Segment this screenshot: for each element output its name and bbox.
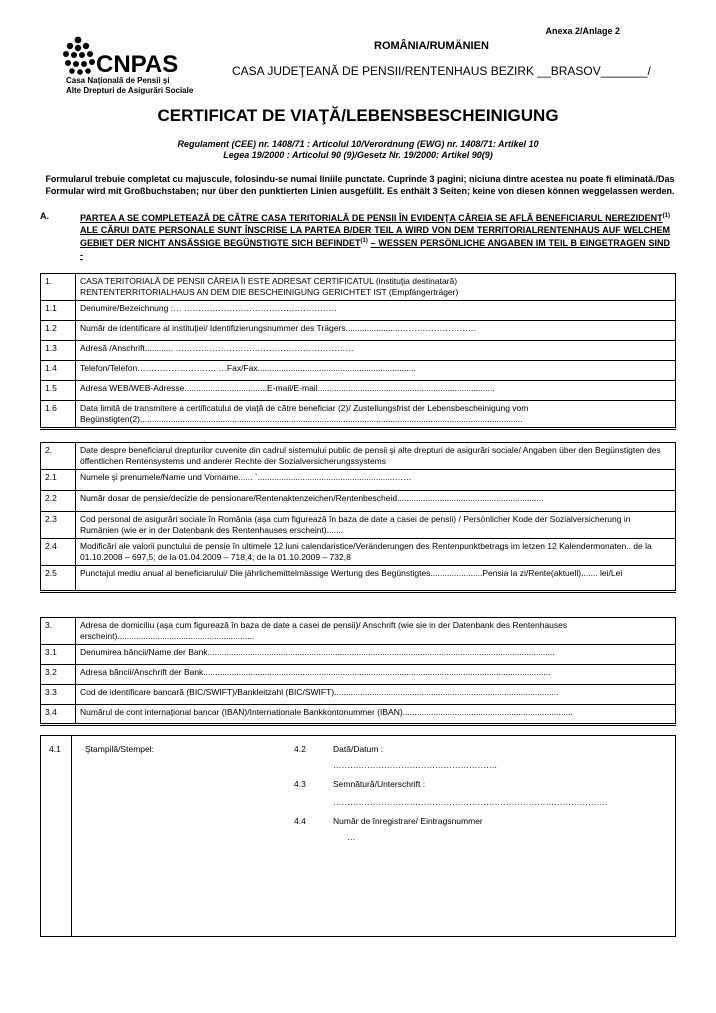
row-num: 3.3	[41, 685, 76, 705]
regulation-line1: Regulament (CEE) nr. 1408/71 : Articolul 10/Verordnung (EWG) nr. 1408/71: Artikel 10	[177, 139, 539, 149]
row-num: 1.1	[41, 301, 76, 321]
field-telefon[interactable]: Telefon/Telefon………………………. …Fax/Fax...................................................................	[76, 361, 676, 381]
divider	[71, 736, 72, 936]
page-title: CERTIFICAT DE VIAŢĂ/LEBENSBESCHEINIGUNG	[157, 106, 559, 125]
num-4-3: 4.3	[294, 779, 306, 789]
reg-label: Număr de înregistrare/ Eintragsnummer	[333, 816, 483, 826]
section-a-heading	[80, 211, 670, 261]
field-denumire[interactable]: Denumire/Bezeichnung :… ………………………………………………	[76, 301, 676, 321]
row-num: 1.5	[41, 381, 76, 401]
row-num: 3.4	[41, 705, 76, 725]
date-label: Dată/Datum :	[333, 744, 384, 754]
box-1	[40, 273, 676, 430]
regulation-line2: Legea 19/2000 : Articolul 90 (9)/Gesetz Nr. 19/2000: Artikel 90(9)	[223, 150, 493, 160]
row-num: 2.2	[41, 491, 76, 512]
row-num: 2.3	[41, 512, 76, 539]
field-data-limita[interactable]: Data limită de transmitere a certificatului de viaţă de către beneficiar (2)/ Zustellungsfrist der Lebensbescheinigung vom Begünstigten(2)..................................................................................................................................................................	[76, 401, 676, 429]
field-nr-identificare[interactable]: Număr de identificare al instituţiei/ Identifizierungsnummer des Trägers.......................………………………	[76, 321, 676, 341]
box-3	[40, 617, 676, 726]
field-adresa-banca[interactable]: Adresa băncii/Anschrift der Bank...................................................................................................................................................	[76, 665, 676, 685]
num-4-1: 4.1	[49, 744, 61, 754]
row-num: 3.2	[41, 665, 76, 685]
box2-num: 2.	[41, 443, 76, 470]
logo-line2: Alte Drepturi de Asigurări Sociale	[66, 86, 194, 95]
field-dosar[interactable]: Număr dosar de pensie/decizie de pensionare/Rentenaktenzeichen/Rentenbescheid..............................................................	[76, 491, 676, 512]
field-banca[interactable]: Denumirea băncii/Name der Bank...................................................................................................................................................	[76, 645, 676, 665]
row-num: 1.4	[41, 361, 76, 381]
row-num: 2.4	[41, 539, 76, 566]
row-num: 1.3	[41, 341, 76, 361]
field-adresa[interactable]: Adresă /Anschrift............ ………………………………………………………	[76, 341, 676, 361]
reg-input[interactable]: …	[347, 832, 356, 842]
row-num: 1.6	[41, 401, 76, 429]
field-nume[interactable]: Numele şi prenumele/Name und Vorname...... `..........................................................……	[76, 470, 676, 491]
logo-caption	[66, 76, 193, 96]
cnpas-logo	[62, 34, 192, 76]
stamp-label: Ştampilă/Stempel:	[85, 744, 154, 754]
section-a-letter: A.	[40, 211, 49, 221]
box-4	[40, 735, 676, 937]
box3-num: 3.	[41, 618, 76, 645]
section-a-part2: ALE CĂRUI DATE PERSONALE SUNT ÎNSCRISE LA PARTEA B/DER TEIL A WIRD VON DEM TERRITORIALRENTENHAUS AUF WELCHEM GEBIET DER NICHT ANSÄSSIGE BEGÜNSTIGTE SICH BEFINDET	[80, 224, 670, 248]
box1-num: 1.	[41, 274, 76, 301]
row-num: 3.1	[41, 645, 76, 665]
field-web[interactable]: Adresa WEB/WEB-Adresse...................................E-mail/E-mail...........................................................................	[76, 381, 676, 401]
box1-head: CASA TERITORIALĂ DE PENSII CĂREIA ÎI ESTE ADRESAT CERTIFICATUL (instituţia destinatară) RENTENTERRITORIALHAUS AN DEM DIE BESCHEINIGUNG GERICHTET IST (Empfängerträger)	[76, 274, 676, 301]
box2-head: Date despre beneficiarul drepturilor cuvenite din cadrul sistemului public de pensii şi alte drepturi de asigurări sociale/ Angaben über den Begünstigten des öffentlichen Rentensystems und anderer Rechte der Sozialversicherungssystems	[76, 443, 676, 470]
logo-line1: Casa Naţională de Pensii şi	[66, 76, 170, 85]
section-a-part3: – WESSEN PERSÖNLICHE ANGABEN IM TEIL B EINGETRAGEN SIND -	[80, 238, 670, 260]
num-4-4: 4.4	[294, 816, 306, 826]
field-iban[interactable]: Numărul de cont internaţional bancar (IBAN)/Internationale Bankkontonummer (IBAN)........................................................................	[76, 705, 676, 725]
field-modificari[interactable]: Modificări ale valorii punctului de pensie în ultimele 12 luni calendaristice/Veränderungen des Rentenpunktbetrags im letzen 12 Kalendermonaten.. de la 01.10.2008 – 697,5; de la 01.04.2009 – 718,4; de la 01.10.2009 – 732,8	[76, 539, 676, 566]
date-input[interactable]: ………………………………………………….	[333, 760, 497, 770]
field-cod-personal[interactable]: Cod personal de asigurări sociale în România (aşa cum figurează în baza de date a casei de pensii) / Persönlicher Kode der Sozialversicherung in Rumänien (wie er in der Datenbank des Rentenhauses erscheint).......	[76, 512, 676, 539]
section-a-part1: PARTEA A SE COMPLETEAZĂ DE CĂTRE CASA TERITORIALĂ DE PENSII ÎN EVIDENŢA CĂREIA SE AFLĂ BENEFICIARUL NEREZIDENT	[80, 213, 663, 223]
intro-text: Formularul trebuie completat cu majuscule, folosindu-se numai liniile punctate. Cuprinde 3 pagini; niciuna dintre acestea nu poate fi eliminată./Das Formular wird mit Großbuchstaben; nur über den punktierten Linien ausgefüllt. Es enthält 3 Seiten; keine von diesen können weggelassen werden.	[45, 174, 675, 196]
box-2	[40, 442, 676, 593]
field-bic[interactable]: Cod de identificare bancară (BIC/SWIFT)/Bankleitzahl (BIC/SWIFT)...............................................................................................	[76, 685, 676, 705]
signature-input[interactable]: …………………………………………………………………………………….	[333, 797, 608, 807]
regulation	[0, 139, 716, 161]
country-label: ROMÂNIA/RUMÄNIEN	[374, 40, 489, 52]
box3-head[interactable]: Adresa de domiciliu (aşa cum figurează în baza de date a casei de pensii)/ Anschrift (wie sie in der Datenbank des Rentenhauses erscheint)..........................................................	[76, 618, 676, 645]
sup1: (1)	[662, 213, 670, 219]
field-punctaj[interactable]: Punctajul mediu anual al beneficiarului/ Die jährlichemittelmässige Wertung des Begünstigtes......................Pensia la zi/Rente(aktuell)....... lei/Lei	[76, 566, 676, 592]
row-num: 2.5	[41, 566, 76, 592]
casa-judeteana: CASA JUDEŢEANĂ DE PENSII/RENTENHAUS BEZIRK __BRASOV_______/	[232, 64, 651, 78]
row-num: 2.1	[41, 470, 76, 491]
logo-brand: CNPAS	[96, 51, 179, 76]
row-num: 1.2	[41, 321, 76, 341]
annex-label: Anexa 2/Anlage 2	[545, 26, 620, 36]
sign-label: Semnătură/Unterschrift :	[333, 779, 426, 789]
sup2: (1)	[360, 238, 368, 244]
num-4-2: 4.2	[294, 744, 306, 754]
